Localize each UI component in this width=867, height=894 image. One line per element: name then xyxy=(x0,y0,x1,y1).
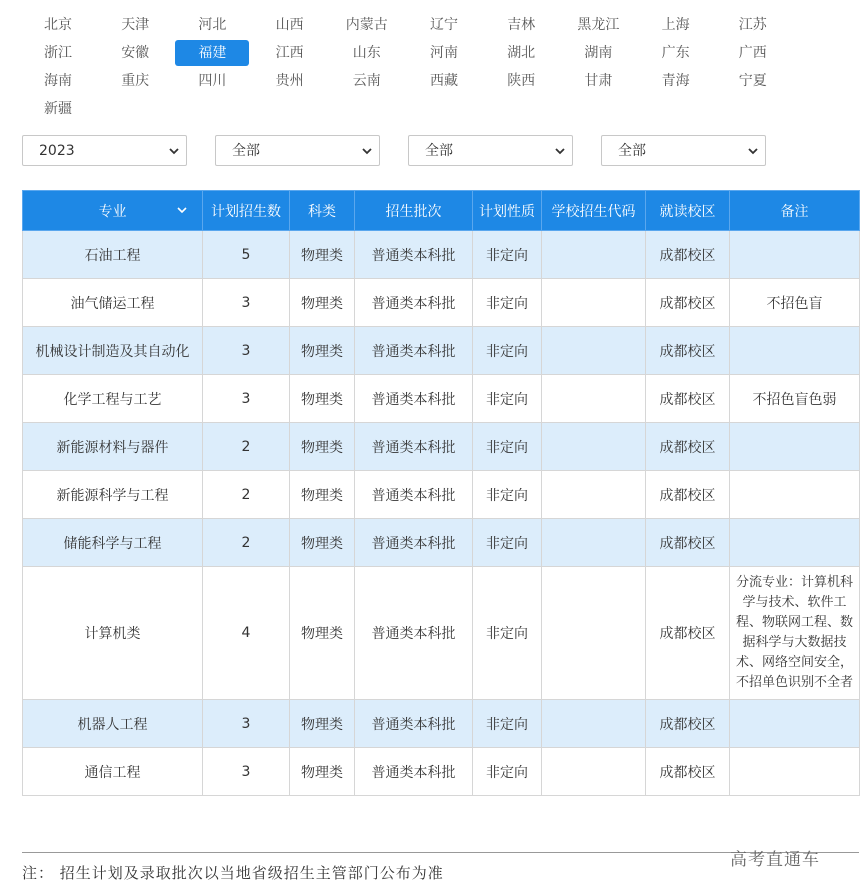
cell-school-code xyxy=(542,327,646,375)
type-select-value: 全部 xyxy=(618,143,646,159)
table-row xyxy=(23,279,860,327)
column-header-campus: 就读校区 xyxy=(646,191,730,231)
cell-subject: 物理类 xyxy=(290,567,355,700)
province-option[interactable]: 甘肃 xyxy=(584,73,613,89)
province-option[interactable]: 江苏 xyxy=(738,17,767,33)
cell-school-code xyxy=(542,375,646,423)
province-option[interactable]: 上海 xyxy=(661,17,690,33)
column-header-remarks: 备注 xyxy=(730,191,860,231)
cell-plan-count: 3 xyxy=(203,327,290,375)
province-option[interactable]: 广东 xyxy=(661,45,690,61)
year-select-value: 2023 xyxy=(39,143,75,159)
cell-campus: 成都校区 xyxy=(646,567,730,700)
cell-batch: 普通类本科批 xyxy=(355,567,473,700)
cell-major: 储能科学与工程 xyxy=(23,519,203,567)
province-option[interactable]: 河北 xyxy=(198,17,227,33)
table-body xyxy=(23,231,860,796)
cell-major: 机器人工程 xyxy=(23,700,203,748)
cell-major: 新能源材料与器件 xyxy=(23,423,203,471)
province-option[interactable]: 北京 xyxy=(44,17,72,33)
province-option[interactable]: 新疆 xyxy=(44,101,72,117)
column-header-nature: 计划性质 xyxy=(473,191,542,231)
cell-batch: 普通类本科批 xyxy=(355,700,473,748)
column-header-subject: 科类 xyxy=(290,191,355,231)
province-option[interactable]: 西藏 xyxy=(430,73,458,89)
category-select[interactable] xyxy=(215,135,380,166)
province-option[interactable]: 四川 xyxy=(198,73,227,89)
chevron-down-icon xyxy=(747,145,759,157)
cell-batch: 普通类本科批 xyxy=(355,471,473,519)
cell-remarks xyxy=(730,423,860,471)
province-option[interactable]: 宁夏 xyxy=(738,73,767,89)
cell-nature: 非定向 xyxy=(473,471,542,519)
province-option[interactable]: 湖南 xyxy=(584,45,613,61)
year-select[interactable] xyxy=(22,135,187,166)
province-option[interactable]: 河南 xyxy=(430,45,458,61)
province-option[interactable]: 云南 xyxy=(352,73,381,89)
cell-campus: 成都校区 xyxy=(646,231,730,279)
batch-select-value: 全部 xyxy=(425,143,453,159)
cell-nature: 非定向 xyxy=(473,375,542,423)
cell-school-code xyxy=(542,471,646,519)
cell-remarks xyxy=(730,327,860,375)
cell-nature: 非定向 xyxy=(473,519,542,567)
cell-major: 石油工程 xyxy=(23,231,203,279)
cell-school-code xyxy=(542,423,646,471)
table-row xyxy=(23,423,860,471)
chevron-down-icon xyxy=(361,145,373,157)
cell-remarks: 不招色盲色弱 xyxy=(730,375,860,423)
column-header-major[interactable] xyxy=(23,191,203,231)
cell-nature: 非定向 xyxy=(473,567,542,700)
province-option[interactable]: 湖北 xyxy=(507,45,536,61)
province-option[interactable]: 陕西 xyxy=(507,73,536,89)
cell-plan-count: 3 xyxy=(203,748,290,796)
province-option[interactable]: 贵州 xyxy=(275,73,304,89)
batch-select[interactable] xyxy=(408,135,573,166)
cell-campus: 成都校区 xyxy=(646,375,730,423)
chevron-down-icon[interactable] xyxy=(176,204,188,216)
cell-campus: 成都校区 xyxy=(646,748,730,796)
table-row xyxy=(23,748,860,796)
cell-school-code xyxy=(542,567,646,700)
cell-plan-count: 3 xyxy=(203,700,290,748)
column-header-plan-count: 计划招生数 xyxy=(203,191,290,231)
province-option[interactable]: 海南 xyxy=(44,73,72,89)
cell-plan-count: 2 xyxy=(203,519,290,567)
cell-school-code xyxy=(542,231,646,279)
province-option[interactable]: 福建 xyxy=(175,40,249,66)
province-option[interactable]: 山东 xyxy=(352,45,381,61)
cell-remarks xyxy=(730,519,860,567)
column-header-label: 专业 xyxy=(98,203,127,220)
cell-batch: 普通类本科批 xyxy=(355,375,473,423)
table-header-row xyxy=(23,191,860,231)
cell-school-code xyxy=(542,748,646,796)
table-row xyxy=(23,567,860,700)
category-select-value: 全部 xyxy=(232,143,260,159)
filter-bar xyxy=(22,135,852,167)
cell-nature: 非定向 xyxy=(473,700,542,748)
cell-nature: 非定向 xyxy=(473,327,542,375)
chevron-down-icon xyxy=(554,145,566,157)
cell-plan-count: 3 xyxy=(203,279,290,327)
province-option[interactable]: 吉林 xyxy=(507,17,536,33)
cell-plan-count: 4 xyxy=(203,567,290,700)
cell-major: 计算机类 xyxy=(23,567,203,700)
cell-plan-count: 5 xyxy=(203,231,290,279)
type-select[interactable] xyxy=(601,135,766,166)
cell-major: 新能源科学与工程 xyxy=(23,471,203,519)
province-option[interactable]: 辽宁 xyxy=(430,17,458,33)
watermark: 高考直通车 xyxy=(730,850,820,870)
province-option[interactable]: 重庆 xyxy=(121,73,150,89)
cell-subject: 物理类 xyxy=(290,423,355,471)
cell-batch: 普通类本科批 xyxy=(355,231,473,279)
table-row xyxy=(23,375,860,423)
cell-nature: 非定向 xyxy=(473,423,542,471)
cell-school-code xyxy=(542,519,646,567)
table-row xyxy=(23,327,860,375)
cell-plan-count: 3 xyxy=(203,375,290,423)
column-header-batch: 招生批次 xyxy=(355,191,473,231)
province-option[interactable]: 山西 xyxy=(275,17,304,33)
enrollment-plan-table xyxy=(22,190,860,796)
footnote: 注： 招生计划及录取批次以当地省级招生主管部门公布为准 xyxy=(22,864,444,882)
column-header-school-code: 学校招生代码 xyxy=(542,191,646,231)
cell-campus: 成都校区 xyxy=(646,423,730,471)
cell-batch: 普通类本科批 xyxy=(355,327,473,375)
cell-remarks xyxy=(730,231,860,279)
table-row xyxy=(23,700,860,748)
province-option[interactable]: 青海 xyxy=(661,73,690,89)
cell-campus: 成都校区 xyxy=(646,471,730,519)
table-row xyxy=(23,231,860,279)
cell-remarks xyxy=(730,748,860,796)
cell-remarks: 分流专业：计算机科学与技术、软件工程、物联网工程、数据科学与大数据技术、网络空间安全，不招单色识别不全者 xyxy=(730,567,860,700)
cell-subject: 物理类 xyxy=(290,748,355,796)
chevron-down-icon xyxy=(168,145,180,157)
cell-subject: 物理类 xyxy=(290,519,355,567)
cell-nature: 非定向 xyxy=(473,279,542,327)
cell-subject: 物理类 xyxy=(290,327,355,375)
cell-batch: 普通类本科批 xyxy=(355,519,473,567)
cell-batch: 普通类本科批 xyxy=(355,279,473,327)
cell-plan-count: 2 xyxy=(203,423,290,471)
province-option[interactable]: 天津 xyxy=(121,17,150,33)
cell-batch: 普通类本科批 xyxy=(355,748,473,796)
cell-remarks: 不招色盲 xyxy=(730,279,860,327)
cell-campus: 成都校区 xyxy=(646,519,730,567)
province-option[interactable]: 安徽 xyxy=(121,45,150,61)
province-option[interactable]: 广西 xyxy=(738,45,767,61)
cell-school-code xyxy=(542,279,646,327)
cell-nature: 非定向 xyxy=(473,748,542,796)
table-row xyxy=(23,519,860,567)
cell-nature: 非定向 xyxy=(473,231,542,279)
cell-campus: 成都校区 xyxy=(646,279,730,327)
cell-subject: 物理类 xyxy=(290,279,355,327)
cell-major: 通信工程 xyxy=(23,748,203,796)
cell-campus: 成都校区 xyxy=(646,700,730,748)
cell-subject: 物理类 xyxy=(290,231,355,279)
cell-major: 化学工程与工艺 xyxy=(23,375,203,423)
cell-plan-count: 2 xyxy=(203,471,290,519)
cell-major: 油气储运工程 xyxy=(23,279,203,327)
cell-remarks xyxy=(730,471,860,519)
cell-remarks xyxy=(730,700,860,748)
cell-campus: 成都校区 xyxy=(646,327,730,375)
cell-subject: 物理类 xyxy=(290,471,355,519)
cell-batch: 普通类本科批 xyxy=(355,423,473,471)
cell-subject: 物理类 xyxy=(290,700,355,748)
cell-major: 机械设计制造及其自动化 xyxy=(23,327,203,375)
cell-subject: 物理类 xyxy=(290,375,355,423)
province-option[interactable]: 内蒙古 xyxy=(345,17,388,33)
province-option[interactable]: 江西 xyxy=(275,45,304,61)
province-option[interactable]: 浙江 xyxy=(44,45,72,61)
province-option[interactable]: 黑龙江 xyxy=(577,17,620,33)
table-row xyxy=(23,471,860,519)
cell-school-code xyxy=(542,700,646,748)
